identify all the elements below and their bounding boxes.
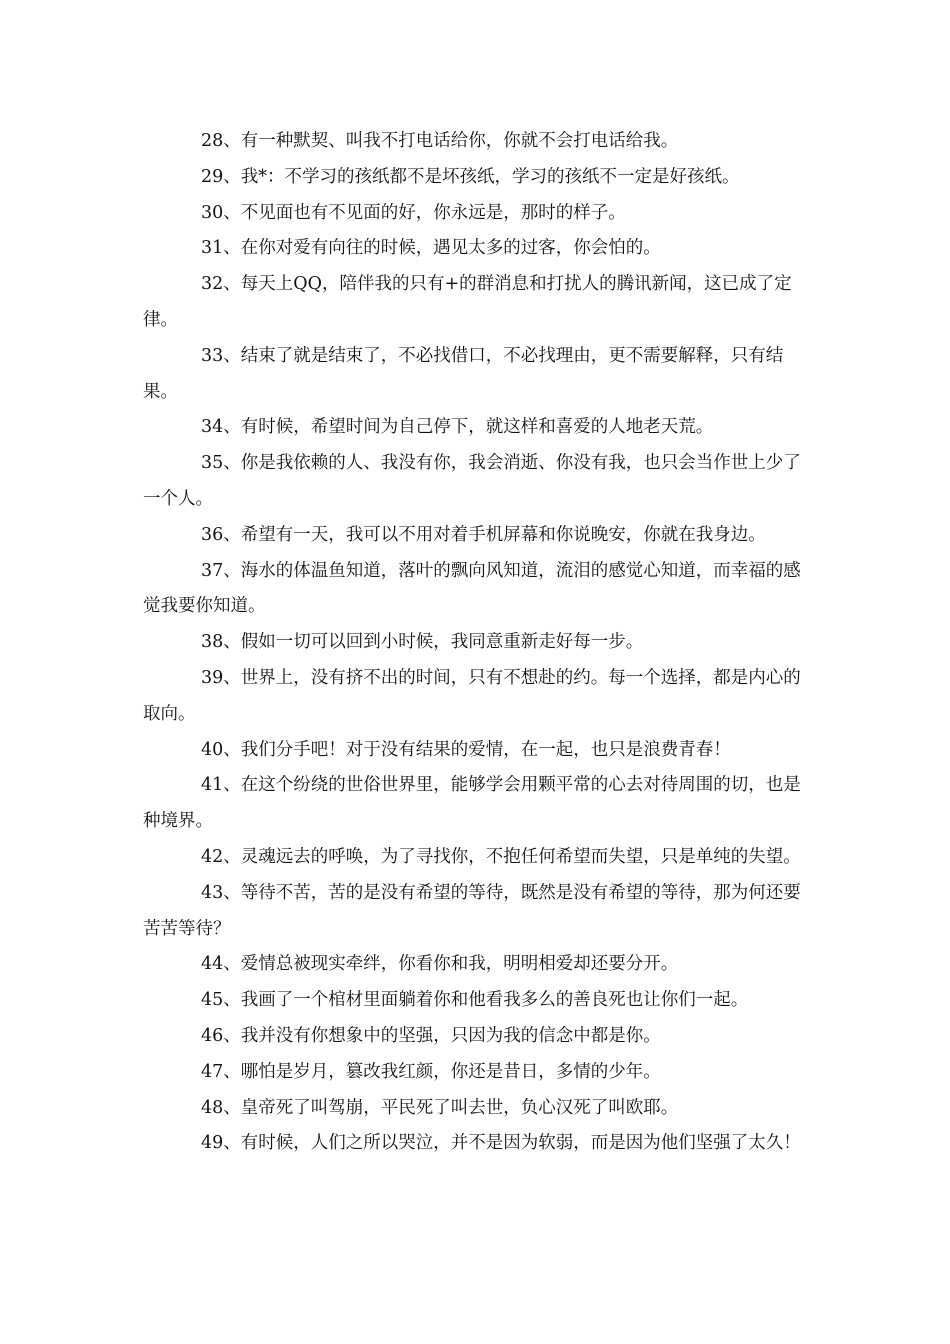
paragraph-43: 43、等待不苦，苦的是没有希望的等待，既然是没有希望的等待，那为何还要苦苦等待？ xyxy=(143,882,801,939)
paragraph-38: 38、假如一切可以回到小时候，我同意重新走好每一步。 xyxy=(201,632,644,653)
paragraph-35: 35、你是我依赖的人、我没有你，我会消逝、你没有我，也只会当作世上少了一个人。 xyxy=(143,453,801,509)
paragraph-37: 37、海水的体温鱼知道，落叶的飘向风知道，流泪的感觉心知道，而幸福的感觉我要你知道。 xyxy=(143,560,801,617)
paragraph-32: 32、每天上QQ，陪伴我的只有+的群消息和打扰人的腾讯新闻，这已成了定律。 xyxy=(143,274,792,330)
paragraph-45: 45、我画了一个棺材里面躺着你和他看我多么的善良死也让你们一起。 xyxy=(201,990,749,1011)
paragraph-33: 33、结束了就是结束了，不必找借口，不必找理由，更不需要解释，只有结果。 xyxy=(143,345,784,402)
paragraph-41: 41、在这个纷绕的世俗世界里，能够学会用颗平常的心去对待周围的切，也是种境界。 xyxy=(143,775,801,832)
paragraph-49: 49、有时候，人们之所以哭泣，并不是因为软弱，而是因为他们坚强了太久！ xyxy=(201,1133,801,1154)
paragraph-28: 28、有一种默契、叫我不打电话给你，你就不会打电话给我。 xyxy=(201,131,679,151)
paragraph-47: 47、哪怕是岁月，篡改我红颜，你还是昔日，多情的少年。 xyxy=(201,1061,661,1082)
document-body xyxy=(143,124,813,1162)
paragraph-31: 31、在你对爱有向往的时候，遇见太多的过客，你会怕的。 xyxy=(201,238,661,259)
paragraph-39: 39、世界上，没有挤不出的时间，只有不想赴的约。每一个选择，都是内心的取向。 xyxy=(143,667,801,724)
paragraph-30: 30、不见面也有不见面的好，你永远是，那时的样子。 xyxy=(201,202,626,223)
paragraph-36: 36、希望有一天，我可以不用对着手机屏幕和你说晚安，你就在我身边。 xyxy=(201,524,766,545)
paragraph-34: 34、有时候，希望时间为自己停下，就这样和喜爱的人地老天荒。 xyxy=(201,417,714,438)
paragraph-44: 44、爱情总被现实牵绊，你看你和我，明明相爱却还要分开。 xyxy=(201,954,679,975)
paragraph-29: 29、我*：不学习的孩纸都不是坏孩纸，学习的孩纸不一定是好孩纸。 xyxy=(201,166,740,187)
paragraph-48: 48、皇帝死了叫驾崩，平民死了叫去世，负心汉死了叫欧耶。 xyxy=(201,1097,679,1118)
paragraph-42: 42、灵魂远去的呼唤，为了寻找你，不抱任何希望而失望，只是单纯的失望。 xyxy=(201,846,801,867)
paragraph-40: 40、我们分手吧！对于没有结果的爱情，在一起，也只是浪费青春！ xyxy=(201,739,731,760)
paragraph-46: 46、我并没有你想象中的坚强，只因为我的信念中都是你。 xyxy=(201,1025,661,1046)
